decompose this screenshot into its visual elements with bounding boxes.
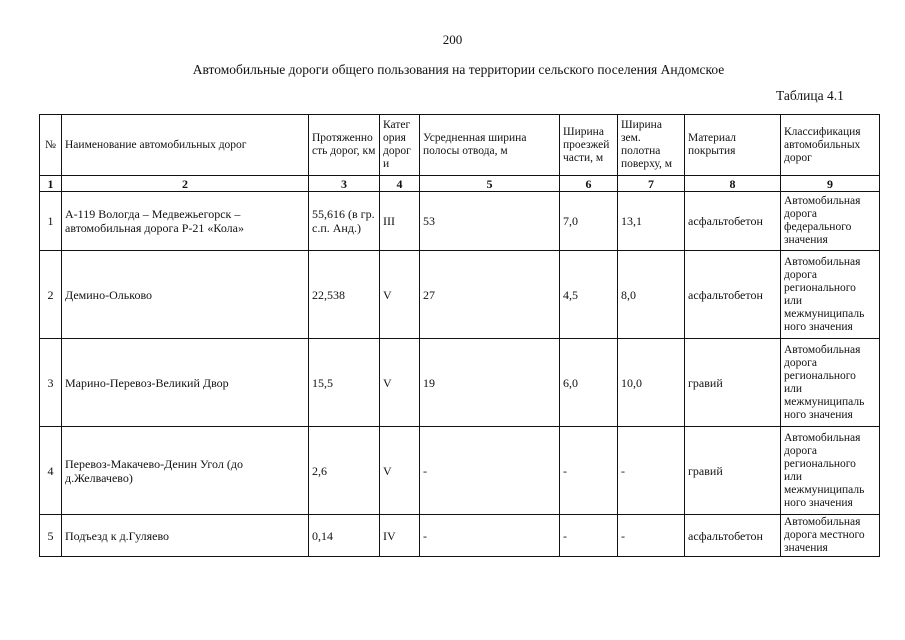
header-cell-no: № bbox=[40, 115, 62, 176]
surface-material: гравий bbox=[685, 339, 781, 427]
column-number: 8 bbox=[685, 176, 781, 192]
column-number: 6 bbox=[560, 176, 618, 192]
column-number: 3 bbox=[309, 176, 380, 192]
page-number: 200 bbox=[442, 32, 463, 47]
carriageway-width: 7,0 bbox=[560, 192, 618, 251]
header-cell-category: Катег ория дорог и bbox=[380, 115, 420, 176]
table-header-row bbox=[40, 115, 880, 176]
header-cell-classification: Классификация автомобильных дорог bbox=[781, 115, 880, 176]
column-number: 2 bbox=[62, 176, 309, 192]
right-of-way-width: 27 bbox=[420, 251, 560, 339]
header-cell-name: Наименование автомобильных дорог bbox=[62, 115, 309, 176]
roadbed-width: 8,0 bbox=[618, 251, 685, 339]
row-number: 5 bbox=[40, 515, 62, 557]
surface-material: асфальтобетон bbox=[685, 192, 781, 251]
road-category: V bbox=[380, 339, 420, 427]
carriageway-width: 4,5 bbox=[560, 251, 618, 339]
header-cell-surface: Материал покрытия bbox=[685, 115, 781, 176]
road-classification: Автомобильная дорога регионального или межмуниципаль ного значения bbox=[781, 427, 880, 515]
row-number: 2 bbox=[40, 251, 62, 339]
surface-material: асфальтобетон bbox=[685, 251, 781, 339]
column-number: 5 bbox=[420, 176, 560, 192]
right-of-way-width: 53 bbox=[420, 192, 560, 251]
column-number: 9 bbox=[781, 176, 880, 192]
road-classification: Автомобильная дорога регионального или межмуниципаль ного значения bbox=[781, 251, 880, 339]
roadbed-width: - bbox=[618, 427, 685, 515]
road-name: А-119 Вологда – Медвежьегорск – автомобильная дорога Р-21 «Кола» bbox=[62, 192, 309, 251]
table-row bbox=[40, 339, 880, 427]
surface-material: асфальтобетон bbox=[685, 515, 781, 557]
header-cell-carriageway: Ширина проезжей части, м bbox=[560, 115, 618, 176]
road-classification: Автомобильная дорога местного значения bbox=[781, 515, 880, 557]
column-number: 1 bbox=[40, 176, 62, 192]
road-category: III bbox=[380, 192, 420, 251]
column-number: 4 bbox=[380, 176, 420, 192]
road-name: Перевоз-Макачево-Денин Угол (до д.Желвачево) bbox=[62, 427, 309, 515]
row-number: 1 bbox=[40, 192, 62, 251]
right-of-way-width: - bbox=[420, 427, 560, 515]
surface-material: гравий bbox=[685, 427, 781, 515]
road-category: IV bbox=[380, 515, 420, 557]
table-row bbox=[40, 515, 880, 557]
roadbed-width: - bbox=[618, 515, 685, 557]
header-cell-right-of-way: Усредненная ширина полосы отвода, м bbox=[420, 115, 560, 176]
carriageway-width: - bbox=[560, 515, 618, 557]
road-name: Марино-Перевоз-Великий Двор bbox=[62, 339, 309, 427]
road-length: 0,14 bbox=[309, 515, 380, 557]
roadbed-width: 10,0 bbox=[618, 339, 685, 427]
road-length: 15,5 bbox=[309, 339, 380, 427]
document-title: Автомобильные дороги общего пользования на территории сельского поселения Андомское bbox=[192, 62, 725, 77]
road-length: 2,6 bbox=[309, 427, 380, 515]
road-name: Демино-Ольково bbox=[62, 251, 309, 339]
table-row bbox=[40, 192, 880, 251]
carriageway-width: 6,0 bbox=[560, 339, 618, 427]
right-of-way-width: 19 bbox=[420, 339, 560, 427]
header-cell-roadbed: Ширина зем. полотна поверху, м bbox=[618, 115, 685, 176]
road-classification: Автомобильная дорога регионального или межмуниципаль ного значения bbox=[781, 339, 880, 427]
roadbed-width: 13,1 bbox=[618, 192, 685, 251]
column-number-row bbox=[40, 176, 880, 192]
column-number: 7 bbox=[618, 176, 685, 192]
right-of-way-width: - bbox=[420, 515, 560, 557]
table-row bbox=[40, 251, 880, 339]
road-length: 22,538 bbox=[309, 251, 380, 339]
roads-table bbox=[39, 114, 880, 557]
table-label: Таблица 4.1 bbox=[776, 88, 844, 103]
header-cell-length: Протяженно сть дорог, км bbox=[309, 115, 380, 176]
road-length: 55,616 (в гр. с.п. Анд.) bbox=[309, 192, 380, 251]
road-name: Подъезд к д.Гуляево bbox=[62, 515, 309, 557]
road-classification: Автомобильная дорога федерального значения bbox=[781, 192, 880, 251]
table-row bbox=[40, 427, 880, 515]
carriageway-width: - bbox=[560, 427, 618, 515]
row-number: 4 bbox=[40, 427, 62, 515]
road-category: V bbox=[380, 427, 420, 515]
road-category: V bbox=[380, 251, 420, 339]
row-number: 3 bbox=[40, 339, 62, 427]
